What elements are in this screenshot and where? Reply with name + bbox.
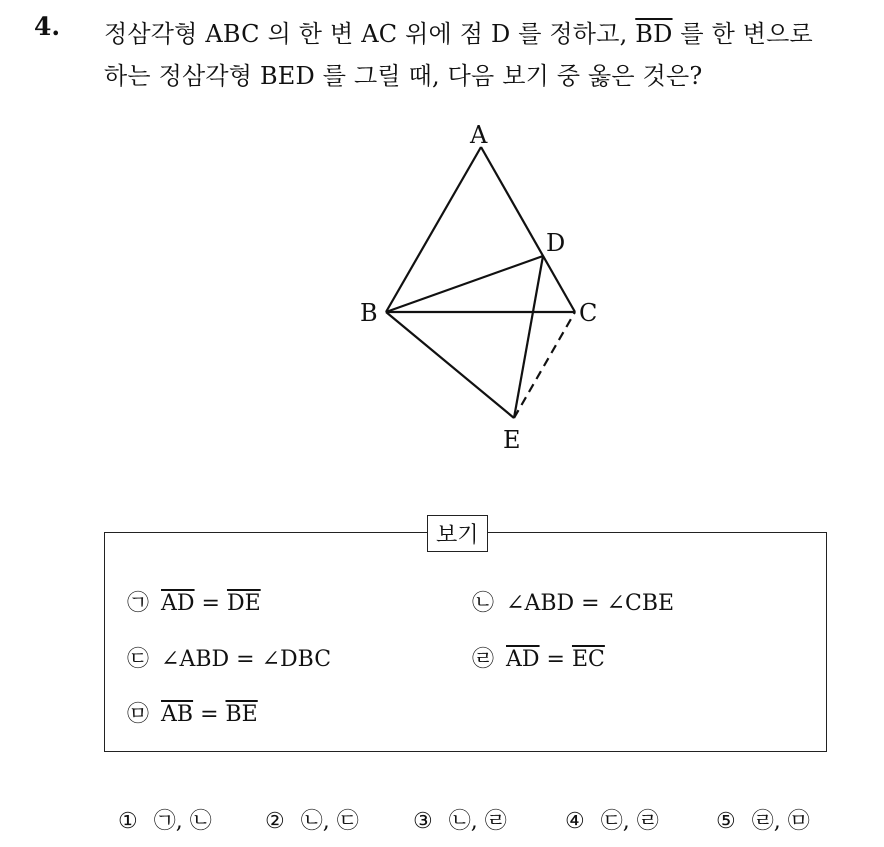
choice-item (127, 586, 261, 617)
item-op: = (539, 647, 572, 672)
answer-text: ㉠, ㉡ (153, 809, 212, 834)
answer-text: ㉣, ㉤ (751, 809, 810, 834)
segment-bd: $\overline{BD}$ (635, 20, 673, 48)
item-op: = (229, 647, 262, 672)
item-right: ∠CBE (606, 591, 675, 616)
item-op: = (574, 591, 607, 616)
geometry-diagram (350, 115, 610, 460)
item-right: $\overline{EC}$ (571, 647, 605, 672)
answer-text: ㉢, ㉣ (600, 809, 659, 834)
question-number: 4. (34, 12, 61, 41)
answer-number: ① (118, 809, 138, 834)
choice-item (472, 586, 674, 617)
mark-rieul: ㉣ (472, 647, 495, 672)
mark-digeut: ㉢ (127, 647, 150, 672)
answer-number: ③ (413, 809, 433, 834)
answer-option-1[interactable] (118, 804, 212, 835)
segment-be (386, 312, 514, 418)
question-text-part: 정삼각형 ABC 의 한 변 AC 위에 점 D 를 정하고, (104, 20, 636, 48)
question-text-part: 를 한 변으로 (672, 20, 813, 48)
side-ab (386, 147, 481, 312)
mark-mieum: ㉤ (127, 702, 150, 727)
item-left: $\overline{AD}$ (161, 591, 195, 616)
label-c: C (579, 299, 598, 327)
question-line-1 (104, 14, 813, 49)
answer-option-2[interactable] (265, 804, 359, 835)
item-left: $\overline{AB}$ (161, 702, 194, 727)
answer-number: ⑤ (716, 809, 736, 834)
item-left: $\overline{AD}$ (506, 647, 540, 672)
item-right: $\overline{BE}$ (225, 702, 258, 727)
choice-item (127, 697, 258, 728)
bogi-title: 보기 (427, 515, 488, 552)
answer-number: ② (265, 809, 285, 834)
answer-number: ④ (565, 809, 585, 834)
item-right: ∠DBC (261, 647, 332, 672)
answer-text: ㉡, ㉣ (448, 809, 507, 834)
mark-giyeok: ㉠ (127, 591, 150, 616)
item-op: = (193, 702, 226, 727)
answer-option-5[interactable] (716, 804, 810, 835)
label-a: A (470, 121, 488, 149)
label-e: E (503, 426, 521, 454)
triangle-figure (350, 115, 610, 460)
item-left: ∠ABD (161, 647, 230, 672)
segment-bd-line (386, 256, 543, 312)
label-d: D (546, 229, 566, 257)
choice-item (472, 642, 605, 673)
answer-text: ㉡, ㉢ (300, 809, 359, 834)
item-right: $\overline{DE}$ (226, 591, 261, 616)
item-op: = (194, 591, 227, 616)
choice-item (127, 642, 331, 673)
mark-nieun: ㉡ (472, 591, 495, 616)
label-b: B (360, 299, 378, 327)
question-line-2: 하는 정삼각형 BED 를 그릴 때, 다음 보기 중 옳은 것은? (104, 62, 703, 90)
answer-option-4[interactable] (565, 804, 659, 835)
answer-option-3[interactable] (413, 804, 507, 835)
item-left: ∠ABD (506, 591, 575, 616)
segment-de (514, 256, 543, 418)
